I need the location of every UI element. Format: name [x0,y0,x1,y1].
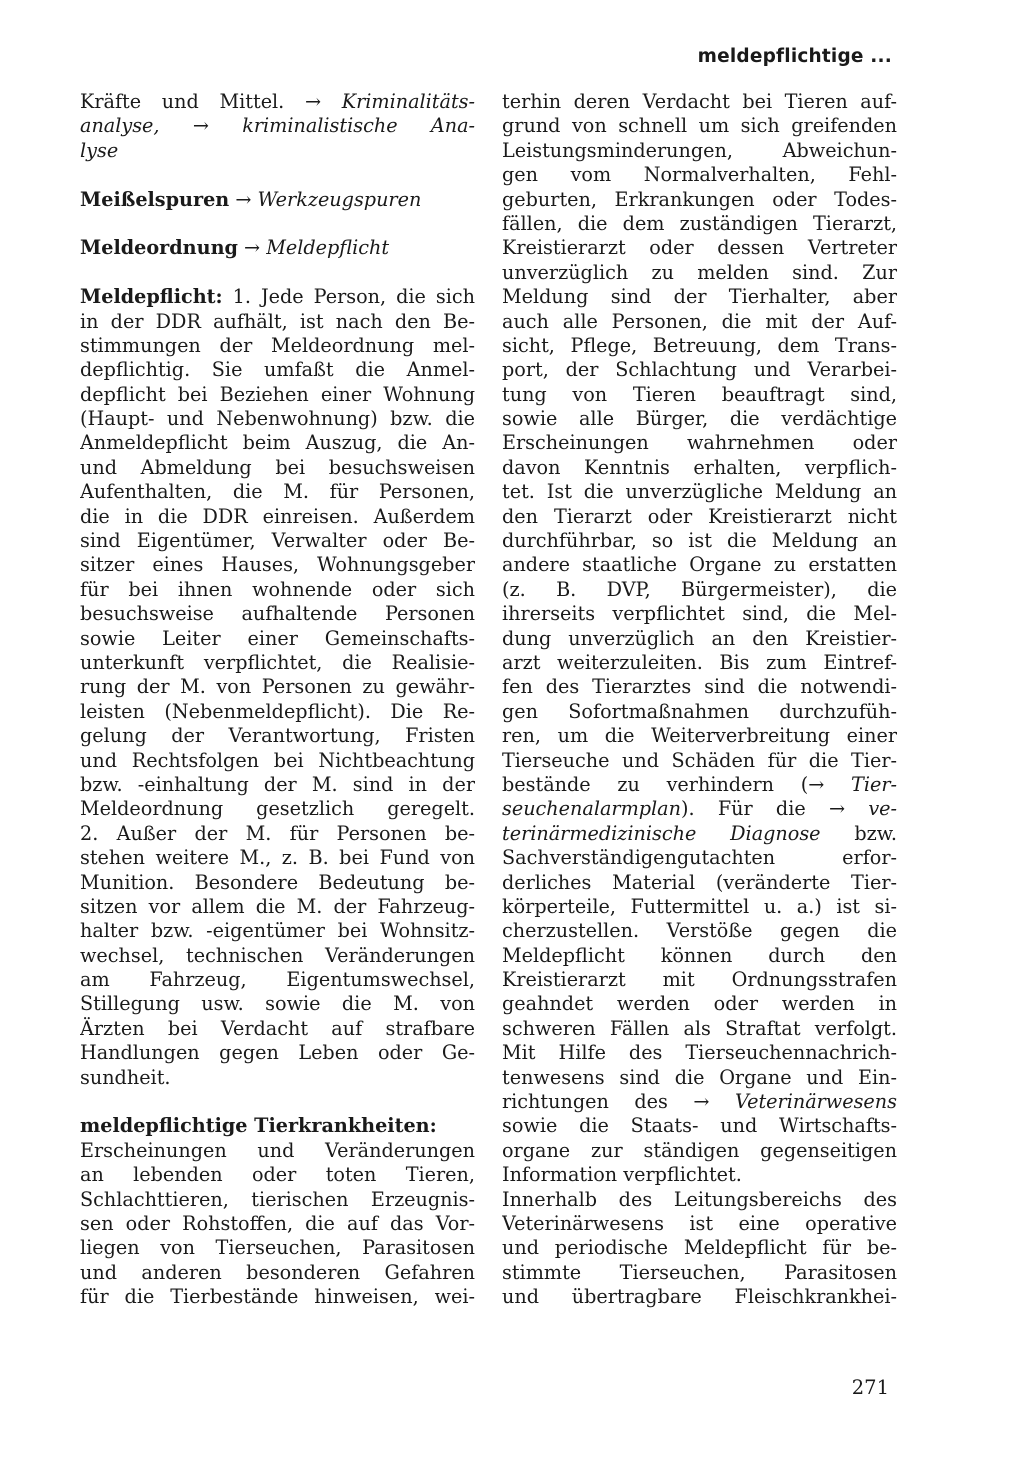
text-line [80,1139,475,1163]
text-run: gen Sofortmaßnahmen durchzufüh- [502,699,897,723]
text-line [502,1188,897,1212]
cross-reference: ve- [868,797,897,821]
text-run: cherzustellen. Verstöße gegen die [502,919,897,943]
text-run: ihrerseits verpflichtet sind, die Mel- [502,602,897,626]
text-line [80,358,475,382]
right-column [502,90,897,1310]
text-line [502,334,897,358]
text-line [502,310,897,334]
text-line [502,1066,897,1090]
text-run: fällen, die dem zuständigen Tierarzt, [502,211,897,235]
text-line [80,529,475,553]
cross-reference: analyse, [80,114,160,138]
text-line [80,968,475,992]
text-run: unterkunft verpflichtet, die Realisie- [80,650,475,674]
text-line [80,1261,475,1285]
text-line [502,1017,897,1041]
entry-headword: Meißelspuren [80,187,230,211]
text-line [80,895,475,919]
cross-reference: Tier- [851,772,897,796]
text-run: ). Für die → [680,797,869,821]
text-line [502,188,897,212]
text-run: gelung der Verantwortung, Fristen [80,724,475,748]
text-run: sitzer eines Hauses, Wohnungsgeber [80,553,475,577]
text-run: Schlachttieren, tierischen Erzeugnis- [80,1187,475,1211]
text-line [502,236,897,260]
text-line [502,895,897,919]
text-line [502,1139,897,1163]
cross-reference: terinärmedizinische Diagnose [502,821,821,845]
text-run: und anderen besonderen Gefahren [80,1260,475,1284]
text-run: Meldepflicht können durch den [502,943,897,967]
text-line [502,212,897,236]
text-run: stehen weitere M., z. B. bei Fund von [80,846,475,870]
text-run: Veterinärwesens ist eine operative [502,1211,897,1235]
text-line [80,1285,475,1309]
text-line [80,602,475,626]
text-line [80,505,475,529]
text-run: sen oder Rohstoffen, die auf das Vor- [80,1211,475,1235]
text-line [80,1188,475,1212]
text-run: tenwesens sind die Organe und Ein- [502,1065,897,1089]
text-line [502,358,897,382]
text-run: richtungen des → [502,1090,736,1114]
text-run: geburten, Erkrankungen oder Todes- [502,187,897,211]
text-line [502,1236,897,1260]
text-line [502,480,897,504]
cross-reference: seuchenalarmplan [502,797,681,821]
text-run: Mit Hilfe des Tierseuchennachrich- [502,1041,897,1065]
text-run: bzw. -einhaltung der M. sind in der [80,772,475,796]
text-line [502,627,897,651]
text-run: ren, um die Weiterverbreitung einer [502,724,897,748]
text-run: Handlungen gegen Leben oder Ge- [80,1041,475,1065]
text-line [80,480,475,504]
text-line [80,1163,475,1187]
text-run: Kräfte und Mittel. → [80,90,342,113]
text-run: arzt weiterzuleiten. Bis zum Eintref- [502,650,897,674]
text-run: Stillegung usw. sowie die M. von [80,992,475,1016]
cross-reference: kriminalistische Ana- [242,114,475,138]
text-run: depflicht bei Beziehen einer Wohnung [80,382,475,406]
text-line [80,578,475,602]
cross-reference: Werkzeugspuren [257,187,422,211]
text-run: sicht, Pflege, Betreuung, dem Trans- [502,333,897,357]
text-run: Kreistierarzt mit Ordnungsstrafen [502,968,897,992]
cross-reference: lyse [80,138,119,162]
text-line [80,310,475,334]
text-run: (Haupt- und Nebenwohnung) bzw. die [80,407,475,431]
text-run: Information verpflichtet. [502,1163,742,1187]
text-line [502,968,897,992]
text-run: geahndet werden oder werden in [502,992,897,1016]
text-line [80,992,475,1016]
text-line [80,1212,475,1236]
text-run: depflichtig. Sie umfaßt die Anmel- [80,358,475,382]
text-line [80,236,475,260]
text-run: Kreistierarzt oder dessen Vertreter [502,236,897,260]
text-line [80,139,475,163]
text-line [80,431,475,455]
text-run: unverzüglich zu melden sind. Zur [502,260,897,284]
text-run: Sachverständigengutachten erfor- [502,846,897,870]
text-run: wechsel, technischen Veränderungen [80,943,475,967]
text-line [80,846,475,870]
text-run: 1. Jede Person, die sich [222,285,475,309]
text-line [502,846,897,870]
text-line [502,602,897,626]
text-line [502,675,897,699]
paragraph-gap [80,212,475,236]
text-run: am Fahrzeug, Eigentumswechsel, [80,968,475,992]
text-run: sowie die Staats- und Wirtschafts- [502,1114,897,1138]
text-run: Meldung sind der Tierhalter, aber [502,285,897,309]
paragraph-gap [80,261,475,285]
text-line [80,334,475,358]
text-run: andere staatliche Organe zu erstatten [502,553,897,577]
text-run: sowie Leiter einer Gemeinschafts- [80,626,475,650]
text-line [502,383,897,407]
text-run: rung der M. von Personen zu gewähr- [80,675,475,699]
text-line [80,407,475,431]
text-line [502,1163,897,1187]
left-column [80,90,475,1310]
text-line [502,114,897,138]
text-run: schweren Fällen als Straftat verfolgt. [502,1016,897,1040]
cross-reference: Kriminalitäts- [341,90,475,113]
text-line [80,1041,475,1065]
text-line [80,675,475,699]
text-run: → [159,114,243,138]
text-line [80,700,475,724]
text-run: für die Tierbestände hinweisen, wei- [80,1285,475,1309]
text-run: sundheit. [80,1065,171,1089]
text-line [502,797,897,821]
text-line [502,1041,897,1065]
text-line [80,749,475,773]
text-line [80,1114,475,1138]
text-line [502,90,897,114]
text-run: → [229,187,258,211]
text-run: → [237,236,267,260]
text-line [502,1090,897,1114]
text-run: 2. Außer der M. für Personen be- [80,821,475,845]
text-run: derliches Material (veränderte Tier- [502,870,897,894]
text-run: und Abmeldung bei besuchsweisen [80,455,475,479]
text-run: Ärzten bei Verdacht auf strafbare [80,1016,475,1040]
text-run: für bei ihnen wohnende oder sich [80,577,475,601]
text-line [502,700,897,724]
text-line [80,919,475,943]
text-run: organe zur ständigen gegenseitigen [502,1138,897,1162]
page-number: 271 [851,1376,889,1399]
cross-reference: Meldepflicht [266,236,390,260]
text-line [502,1261,897,1285]
text-line [80,114,475,138]
text-line [502,724,897,748]
text-line [502,407,897,431]
text-run: Innerhalb des Leitungsbereichs des [502,1187,897,1211]
text-run: und Rechtsfolgen bei Nichtbeachtung [80,748,475,772]
text-line [80,797,475,821]
text-line [80,456,475,480]
text-line [80,944,475,968]
text-run: Munition. Besondere Bedeutung be- [80,870,475,894]
text-run: port, der Schlachtung und Verarbei- [502,358,897,382]
text-line [502,1114,897,1138]
text-line [80,1066,475,1090]
text-run: tung von Tieren beauftragt sind, [502,382,897,406]
text-line [502,1212,897,1236]
text-line [502,749,897,773]
text-run: Erscheinungen und Veränderungen [80,1138,475,1162]
text-line [80,871,475,895]
text-line [80,188,475,212]
text-run: grund von schnell um sich greifenden [502,114,897,138]
text-line [502,163,897,187]
text-line [80,553,475,577]
text-run: bestände zu verhindern (→ [502,772,852,796]
text-line [80,627,475,651]
entry-headword: Meldeordnung [80,236,238,260]
text-run: liegen von Tierseuchen, Parasitosen [80,1236,475,1260]
text-run: fen des Tierarztes sind die notwendi- [502,675,897,699]
text-run: sind Eigentümer, Verwalter oder Be- [80,529,475,553]
text-run: stimmungen der Meldeordnung mel- [80,333,475,357]
text-line [80,285,475,309]
text-run: halter bzw. -eigentümer bei Wohnsitz- [80,919,475,943]
text-line [502,773,897,797]
paragraph-gap [80,1090,475,1114]
running-head: meldepflichtige ... [697,46,892,67]
text-run: stimmte Tierseuchen, Parasitosen [502,1260,897,1284]
text-line [502,944,897,968]
text-line [502,285,897,309]
text-run: körperteile, Futtermittel u. a.) ist si- [502,894,897,918]
text-line [502,431,897,455]
text-run: und periodische Meldepflicht für be- [502,1236,897,1260]
text-run: an lebenden oder toten Tieren, [80,1163,475,1187]
text-run: sitzen vor allem die M. der Fahrzeug- [80,894,475,918]
text-run: durchführbar, so ist die Meldung an [502,529,897,553]
text-run: tet. Ist die unverzügliche Meldung an [502,480,897,504]
text-line [502,871,897,895]
text-line [502,919,897,943]
text-run: leisten (Nebenmeldepflicht). Die Re- [80,699,475,723]
text-run: (z. B. DVP, Bürgermeister), die [502,577,897,601]
text-run: Leistungsminderungen, Abweichun- [502,138,897,162]
cross-reference: Veterinärwesens [735,1090,897,1114]
text-run: Aufenthalten, die M. für Personen, [80,480,475,504]
entry-headword: meldepflichtige Tierkrankheiten: [80,1114,437,1138]
text-line [80,90,475,114]
text-line [502,139,897,163]
text-run: und übertragbare Fleischkrankhei- [502,1285,897,1309]
text-run: dung unverzüglich an den Kreistier- [502,626,897,650]
text-line [80,1236,475,1260]
text-line [80,724,475,748]
text-run: Erscheinungen wahrnehmen oder [502,431,897,455]
text-line [502,651,897,675]
text-run: Tierseuche und Schäden für die Tier- [502,748,897,772]
paragraph-gap [80,163,475,187]
text-run: in der DDR aufhält, ist nach den Be- [80,309,475,333]
text-run: besuchsweise aufhaltende Personen [80,602,475,626]
text-line [502,529,897,553]
text-run: die in die DDR einreisen. Außerdem [80,504,475,528]
text-line [80,773,475,797]
text-run: davon Kenntnis erhalten, verpflich- [502,455,897,479]
entry-headword: Meldepflicht: [80,285,223,309]
text-run: gen vom Normalverhalten, Fehl- [502,163,897,187]
text-run: sowie alle Bürger, die verdächtige [502,407,897,431]
text-line [80,1017,475,1041]
text-run: Anmeldepflicht beim Auszug, die An- [80,431,475,455]
text-run: bzw. [820,821,897,845]
text-line [80,383,475,407]
text-line [502,505,897,529]
text-run: den Tierarzt oder Kreistierarzt nicht [502,504,897,528]
text-line [502,992,897,1016]
text-line [502,1285,897,1309]
text-line [502,261,897,285]
text-line [502,553,897,577]
text-run: terhin deren Verdacht bei Tieren auf- [502,90,897,113]
text-run: Meldeordnung gesetzlich geregelt. [80,797,475,821]
text-line [80,651,475,675]
text-line [502,578,897,602]
text-line [80,822,475,846]
text-line [502,822,897,846]
text-run: auch alle Personen, die mit der Auf- [502,309,897,333]
text-line [502,456,897,480]
